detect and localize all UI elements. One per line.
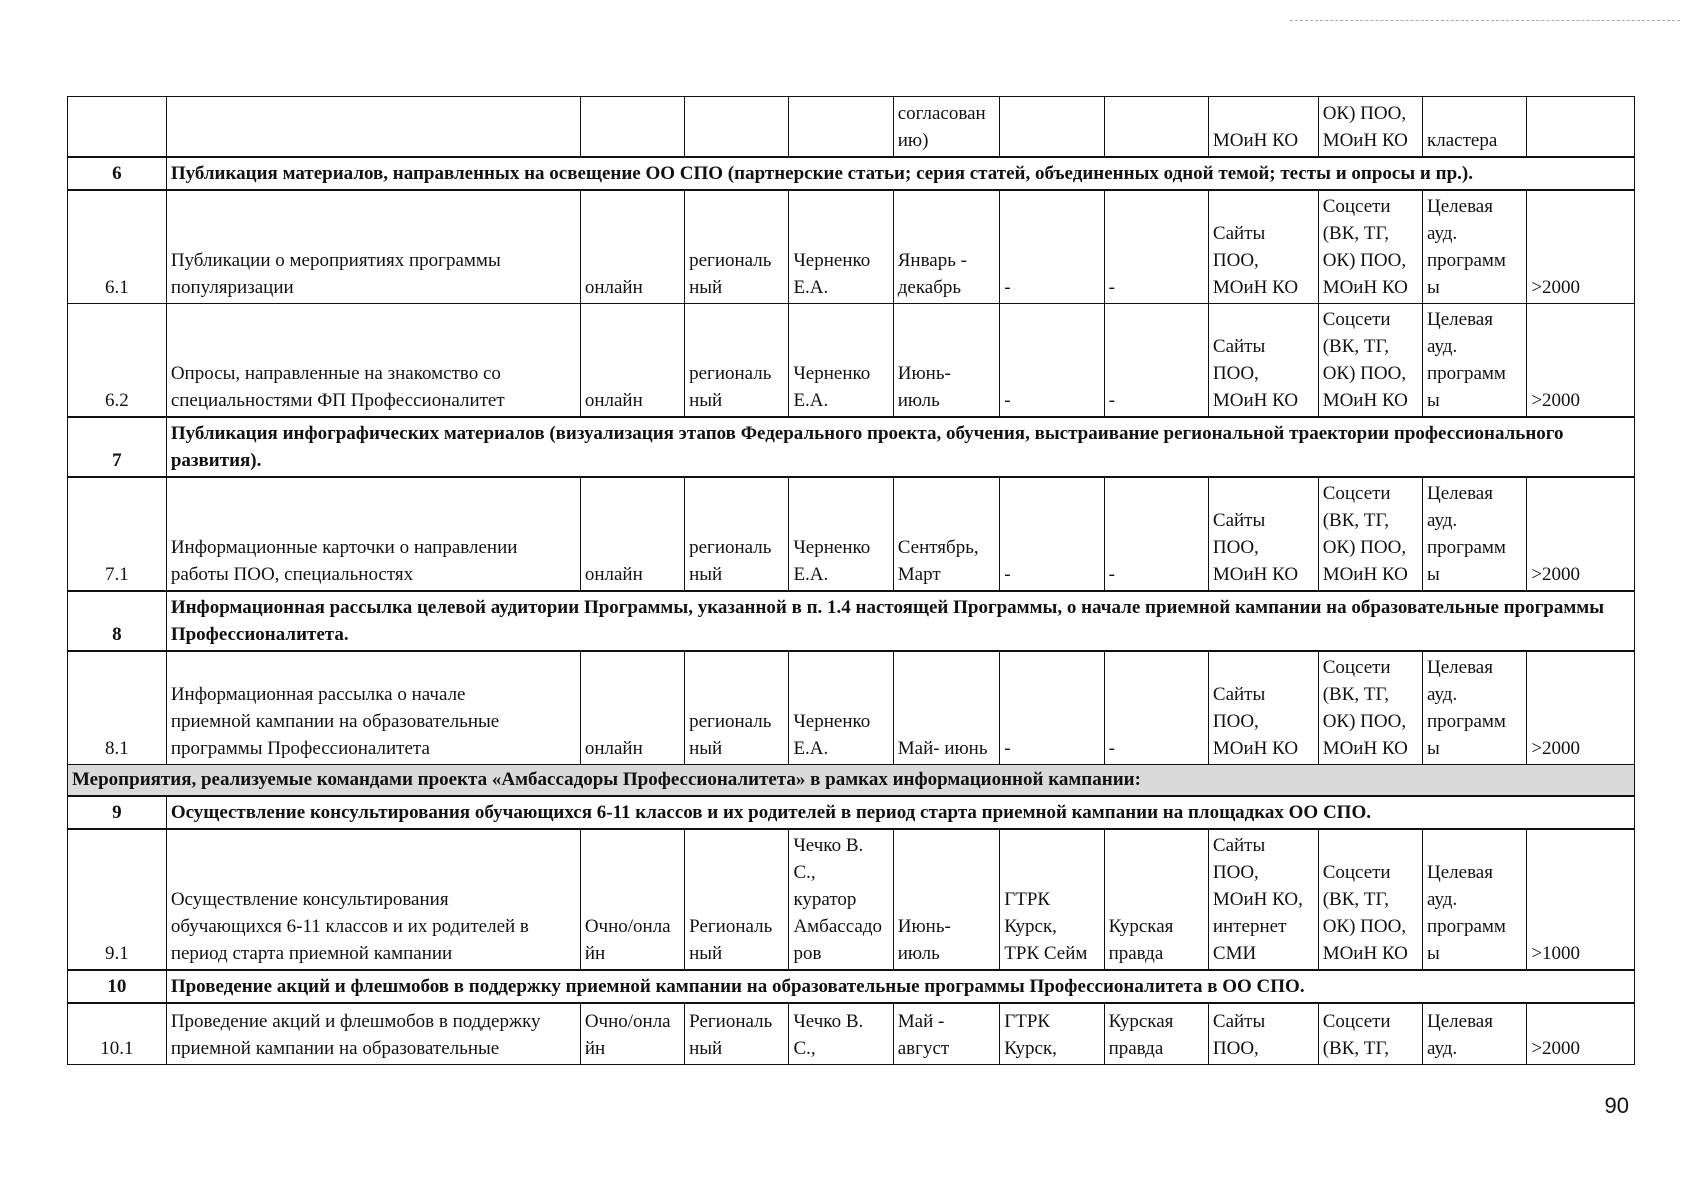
section-title: Осуществление консультирования обучающихся 6-11 классов и их родителей в период старта приемной кампании на площадках ОО СПО. [166,796,1634,829]
table-cell: Соцсети (ВК, ТГ, [1318,1003,1422,1065]
row-number: 10.1 [68,1003,167,1065]
section-title: Публикация материалов, направленных на освещение ОО СПО (партнерские статьи; серия статей, объединенных одной темой; тесты и опросы и пр.). [166,157,1634,190]
scan-top-line [1290,20,1680,21]
table-row [68,97,1635,157]
table-cell: >2000 [1527,1003,1635,1065]
table-cell: - [1000,303,1104,417]
table-cell [1000,97,1104,157]
table-cell: Сайты ПОО, [1208,1003,1318,1065]
row-number: 6.1 [68,190,167,304]
table-cell: ОК) ПОО, МОиН КО [1318,97,1422,157]
table-cell: Июнь- июль [893,303,1000,417]
table-row [68,303,1635,417]
table-cell: ГТРК Курск, ТРК Сейм [1000,829,1104,970]
table-cell: Очно/онла йн [580,829,684,970]
row-number: 8.1 [68,651,167,765]
table-cell: >2000 [1527,190,1635,304]
table-cell: кластера [1423,97,1527,157]
table-cell: Черненко Е.А. [789,651,893,765]
table-cell [580,97,684,157]
table-cell: Черненко Е.А. [789,477,893,591]
table-cell: Целевая ауд. [1423,1003,1527,1065]
section-title: Информационная рассылка целевой аудитории Программы, указанной в п. 1.4 настоящей Программы, о начале приемной кампании на образовательные программы Профессионалитета. [166,591,1634,651]
section-row [68,796,1635,829]
table-cell: Май- июнь [893,651,1000,765]
table-cell: - [1000,190,1104,304]
table-cell: - [1000,477,1104,591]
table-cell: Сайты ПОО, МОиН КО [1208,303,1318,417]
table-cell: Проведение акций и флешмобов в поддержку приемной кампании на образовательные [166,1003,580,1065]
table-cell: - [1104,190,1208,304]
section-number: 9 [68,796,167,829]
row-number [68,97,167,157]
table-cell: онлайн [580,477,684,591]
table-cell: Соцсети (ВК, ТГ, ОК) ПОО, МОиН КО [1318,477,1422,591]
table-cell: Региональ ный [685,829,789,970]
table-cell: >2000 [1527,303,1635,417]
table-cell: Очно/онла йн [580,1003,684,1065]
table-cell [1527,97,1635,157]
section-title: Проведение акций и флешмобов в поддержку приемной кампании на образовательные программы Профессионалитета в ОО СПО. [166,970,1634,1003]
table-cell [1104,97,1208,157]
table-cell: Соцсети (ВК, ТГ, ОК) ПОО, МОиН КО [1318,651,1422,765]
table-cell: Черненко Е.А. [789,190,893,304]
table-cell: согласован ию) [893,97,1000,157]
table-cell: - [1000,651,1104,765]
activities-table [67,96,1635,1065]
table-cell: Региональ ный [685,1003,789,1065]
table-cell: Черненко Е.А. [789,303,893,417]
table-cell: Курская правда [1104,829,1208,970]
table-cell: Сайты ПОО, МОиН КО, интернет СМИ [1208,829,1318,970]
table-cell: Информационные карточки о направлении работы ПОО, специальностях [166,477,580,591]
table-cell: - [1104,651,1208,765]
section-number: 6 [68,157,167,190]
table-cell [789,97,893,157]
table-cell: Целевая ауд. программ ы [1423,829,1527,970]
table-cell: Сайты ПОО, МОиН КО [1208,190,1318,304]
table-cell: Соцсети (ВК, ТГ, ОК) ПОО, МОиН КО [1318,829,1422,970]
table-cell: Январь - декабрь [893,190,1000,304]
table-cell: Сайты ПОО, МОиН КО [1208,477,1318,591]
section-row [68,417,1635,477]
table-cell: Целевая ауд. программ ы [1423,477,1527,591]
table-cell: Соцсети (ВК, ТГ, ОК) ПОО, МОиН КО [1318,190,1422,304]
table-cell: Курская правда [1104,1003,1208,1065]
table-cell: Осуществление консультирования обучающихся 6-11 классов и их родителей в период старта приемной кампании [166,829,580,970]
table-row [68,651,1635,765]
table-cell: Целевая ауд. программ ы [1423,303,1527,417]
table-cell: ГТРК Курск, [1000,1003,1104,1065]
table-row [68,477,1635,591]
table-cell: Чечко В. С., куратор Амбассадо ров [789,829,893,970]
table-cell: региональ ный [685,190,789,304]
table-cell: онлайн [580,190,684,304]
table-cell: Сайты ПОО, МОиН КО [1208,651,1318,765]
table-cell: Опросы, направленные на знакомство со специальностями ФП Профессионалитет [166,303,580,417]
table-cell [685,97,789,157]
table-cell: >1000 [1527,829,1635,970]
table-cell: >2000 [1527,477,1635,591]
row-number: 7.1 [68,477,167,591]
table-body [68,97,1635,1065]
row-number: 6.2 [68,303,167,417]
section-number: 7 [68,417,167,477]
table-cell: Соцсети (ВК, ТГ, ОК) ПОО, МОиН КО [1318,303,1422,417]
band-row [68,764,1635,796]
section-row [68,970,1635,1003]
table-cell: - [1104,477,1208,591]
table-cell: Публикации о мероприятиях программы популяризации [166,190,580,304]
table-row [68,190,1635,304]
table-cell: Информационная рассылка о начале приемной кампании на образовательные программы Профессионалитета [166,651,580,765]
section-row [68,591,1635,651]
table-cell: региональ ный [685,651,789,765]
table-cell: Целевая ауд. программ ы [1423,190,1527,304]
table-cell: онлайн [580,303,684,417]
table-cell: региональ ный [685,303,789,417]
section-number: 10 [68,970,167,1003]
table-cell: Май - август [893,1003,1000,1065]
page-number: 90 [1604,1093,1629,1118]
section-number: 8 [68,591,167,651]
table-cell: региональ ный [685,477,789,591]
table-cell [166,97,580,157]
table-row [68,829,1635,970]
table-cell: Целевая ауд. программ ы [1423,651,1527,765]
table-cell: >2000 [1527,651,1635,765]
band-title: Мероприятия, реализуемые командами проекта «Амбассадоры Профессионалитета» в рамках информационной кампании: [68,764,1635,796]
table-cell: Июнь- июль [893,829,1000,970]
section-row [68,157,1635,190]
table-row [68,1003,1635,1065]
section-title: Публикация инфографических материалов (визуализация этапов Федерального проекта, обучения, выстраивание региональной траектории профессионального развития). [166,417,1634,477]
table-cell: Чечко В. С., [789,1003,893,1065]
table-cell: МОиН КО [1208,97,1318,157]
table-cell: Сентябрь, Март [893,477,1000,591]
table-cell: - [1104,303,1208,417]
row-number: 9.1 [68,829,167,970]
table-cell: онлайн [580,651,684,765]
